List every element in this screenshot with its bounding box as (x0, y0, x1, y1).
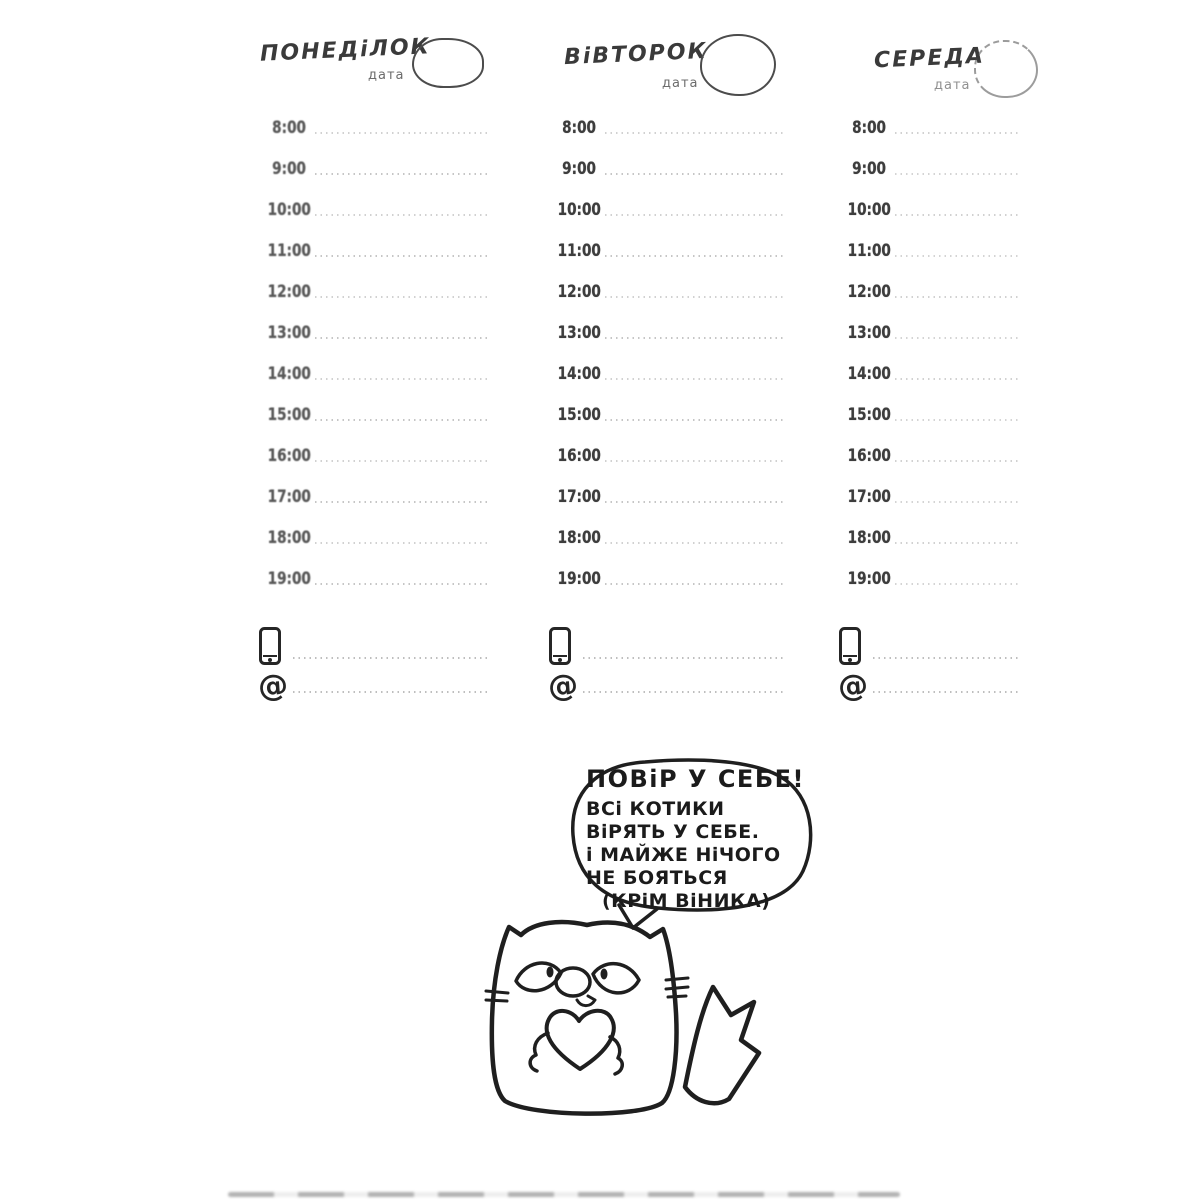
write-in-line (605, 542, 784, 544)
time-label: 9:00 (272, 159, 306, 179)
time-slot-list (838, 96, 1032, 588)
phone-icon (548, 626, 574, 666)
write-in-line (895, 173, 1018, 175)
write-in-line (895, 501, 1018, 503)
column-header (258, 30, 494, 96)
time-slot-list (548, 96, 788, 588)
day-column-wednesday (836, 30, 1032, 705)
time-slot-11-00 (548, 219, 788, 260)
cat-tail (685, 987, 759, 1103)
time-label: 17:00 (557, 487, 601, 507)
write-in-line (315, 132, 490, 134)
day-title: ПОНЕДіЛОК (259, 34, 432, 67)
time-slot-17-00 (258, 465, 494, 506)
time-label: 19:00 (267, 569, 311, 589)
write-in-line (605, 460, 784, 462)
write-in-line (895, 214, 1018, 216)
time-label: 16:00 (267, 446, 311, 466)
day-title: СЕРЕДА (873, 43, 986, 74)
cat-right-paw (610, 1037, 622, 1074)
time-slot-18-00 (838, 506, 1032, 547)
time-label: 15:00 (557, 405, 601, 425)
cat-left-pupil (547, 967, 554, 978)
write-in-line (895, 132, 1018, 134)
bubble-line: (КРіМ ВіНИКА) (602, 890, 771, 912)
time-label: 15:00 (847, 405, 891, 425)
time-label: 11:00 (267, 241, 311, 261)
day-column-monday (256, 30, 494, 705)
time-label: 18:00 (847, 528, 891, 548)
date-label: дата (662, 76, 699, 91)
phone-icon (838, 626, 864, 666)
write-in-line (315, 419, 490, 421)
time-slot-15-00 (548, 383, 788, 424)
time-slot-17-00 (548, 465, 788, 506)
time-label: 13:00 (557, 323, 601, 343)
write-in-line (895, 460, 1018, 462)
time-slot-14-00 (548, 342, 788, 383)
time-slot-16-00 (548, 424, 788, 465)
cat-right-eye (593, 964, 639, 993)
cat-left-paw (530, 1033, 548, 1071)
cat-whiskers-right (666, 978, 688, 997)
write-in-line (315, 460, 490, 462)
time-label: 13:00 (267, 323, 311, 343)
at-icon: @ (546, 667, 580, 705)
time-label: 10:00 (267, 200, 311, 220)
write-in-line (315, 501, 490, 503)
time-label: 12:00 (557, 282, 601, 302)
write-in-line (315, 542, 490, 544)
time-slot-18-00 (548, 506, 788, 547)
time-slot-15-00 (838, 383, 1032, 424)
time-slot-16-00 (838, 424, 1032, 465)
scan-edge-artifact (228, 1192, 900, 1197)
date-write-in-oval (974, 40, 1038, 98)
time-label: 19:00 (557, 569, 601, 589)
time-slot-18-00 (258, 506, 494, 547)
write-in-line (873, 691, 1018, 693)
email-row (546, 666, 788, 705)
time-slot-13-00 (548, 301, 788, 342)
write-in-line (873, 657, 1018, 659)
time-slot-17-00 (838, 465, 1032, 506)
column-header (548, 30, 788, 96)
time-slot-19-00 (258, 547, 494, 588)
time-label: 11:00 (557, 241, 601, 261)
time-slot-13-00 (258, 301, 494, 342)
write-in-line (605, 132, 784, 134)
write-in-line (315, 173, 490, 175)
cat-left-eye (516, 963, 561, 991)
write-in-line (315, 583, 490, 585)
write-in-line (605, 173, 784, 175)
email-row (256, 666, 494, 705)
cat-whiskers-left (486, 991, 508, 1001)
phone-row (548, 624, 788, 666)
write-in-line (605, 337, 784, 339)
write-in-line (315, 214, 490, 216)
time-slot-16-00 (258, 424, 494, 465)
date-label: дата (368, 68, 405, 83)
time-slot-10-00 (258, 178, 494, 219)
time-label: 10:00 (557, 200, 601, 220)
write-in-line (895, 255, 1018, 257)
time-label: 19:00 (847, 569, 891, 589)
time-label: 13:00 (847, 323, 891, 343)
date-write-in-oval (700, 34, 776, 96)
write-in-line (315, 378, 490, 380)
write-in-line (605, 214, 784, 216)
day-column-tuesday (546, 30, 788, 705)
time-label: 18:00 (557, 528, 601, 548)
time-slot-9-00 (548, 137, 788, 178)
write-in-line (895, 296, 1018, 298)
write-in-line (583, 691, 784, 693)
date-write-in-oval (412, 38, 484, 88)
time-slot-19-00 (548, 547, 788, 588)
time-slot-11-00 (258, 219, 494, 260)
write-in-line (315, 255, 490, 257)
contact-rows (546, 624, 788, 705)
write-in-line (605, 255, 784, 257)
time-slot-12-00 (838, 260, 1032, 301)
contact-rows (836, 624, 1032, 705)
day-title: ВіВТОРОК (563, 38, 709, 71)
time-label: 8:00 (562, 118, 596, 138)
email-row (836, 666, 1032, 705)
time-label: 9:00 (562, 159, 596, 179)
time-label: 12:00 (847, 282, 891, 302)
cat-heart (547, 1011, 614, 1069)
bubble-line: ВСі КОТИКИ (586, 798, 725, 820)
time-slot-14-00 (258, 342, 494, 383)
phone-row (838, 624, 1032, 666)
bubble-title: ПОВіР У СЕБЕ! (586, 765, 805, 793)
time-label: 16:00 (847, 446, 891, 466)
time-label: 8:00 (852, 118, 886, 138)
time-label: 10:00 (847, 200, 891, 220)
phone-icon (258, 626, 284, 666)
write-in-line (583, 657, 784, 659)
write-in-line (895, 583, 1018, 585)
write-in-line (605, 501, 784, 503)
time-label: 11:00 (847, 241, 891, 261)
write-in-line (895, 337, 1018, 339)
time-slot-12-00 (548, 260, 788, 301)
time-slot-9-00 (838, 137, 1032, 178)
column-header (838, 30, 1032, 96)
time-label: 8:00 (272, 118, 306, 138)
time-label: 15:00 (267, 405, 311, 425)
time-label: 12:00 (267, 282, 311, 302)
bubble-line: ВіРЯТЬ У СЕБЕ. (586, 821, 760, 843)
at-icon: @ (836, 667, 870, 705)
time-slot-9-00 (258, 137, 494, 178)
time-slot-list (258, 96, 494, 588)
time-label: 14:00 (847, 364, 891, 384)
time-slot-10-00 (548, 178, 788, 219)
time-slot-8-00 (548, 96, 788, 137)
contact-rows (256, 624, 494, 705)
time-label: 9:00 (852, 159, 886, 179)
time-label: 17:00 (267, 487, 311, 507)
time-label: 18:00 (267, 528, 311, 548)
time-slot-8-00 (258, 96, 494, 137)
write-in-line (315, 337, 490, 339)
at-icon: @ (256, 667, 290, 705)
time-label: 14:00 (267, 364, 311, 384)
cat-mouth (577, 996, 595, 1006)
time-label: 16:00 (557, 446, 601, 466)
time-slot-11-00 (838, 219, 1032, 260)
time-label: 14:00 (557, 364, 601, 384)
write-in-line (293, 657, 490, 659)
time-slot-13-00 (838, 301, 1032, 342)
bubble-line: НЕ БОЯТЬСЯ (586, 867, 728, 889)
date-label: дата (934, 78, 971, 93)
phone-row (258, 624, 494, 666)
write-in-line (605, 296, 784, 298)
write-in-line (605, 419, 784, 421)
time-slot-10-00 (838, 178, 1032, 219)
speech-bubble-text (586, 765, 805, 913)
cat-nose (556, 968, 590, 996)
time-slot-14-00 (838, 342, 1032, 383)
write-in-line (315, 296, 490, 298)
time-slot-15-00 (258, 383, 494, 424)
write-in-line (605, 378, 784, 380)
time-slot-19-00 (838, 547, 1032, 588)
cat-right-pupil (601, 969, 608, 980)
time-slot-12-00 (258, 260, 494, 301)
bubble-line: і МАЙЖЕ НіЧОГО (586, 844, 781, 866)
write-in-line (895, 378, 1018, 380)
write-in-line (605, 583, 784, 585)
time-slot-8-00 (838, 96, 1032, 137)
write-in-line (895, 419, 1018, 421)
write-in-line (895, 542, 1018, 544)
write-in-line (293, 691, 490, 693)
time-label: 17:00 (847, 487, 891, 507)
